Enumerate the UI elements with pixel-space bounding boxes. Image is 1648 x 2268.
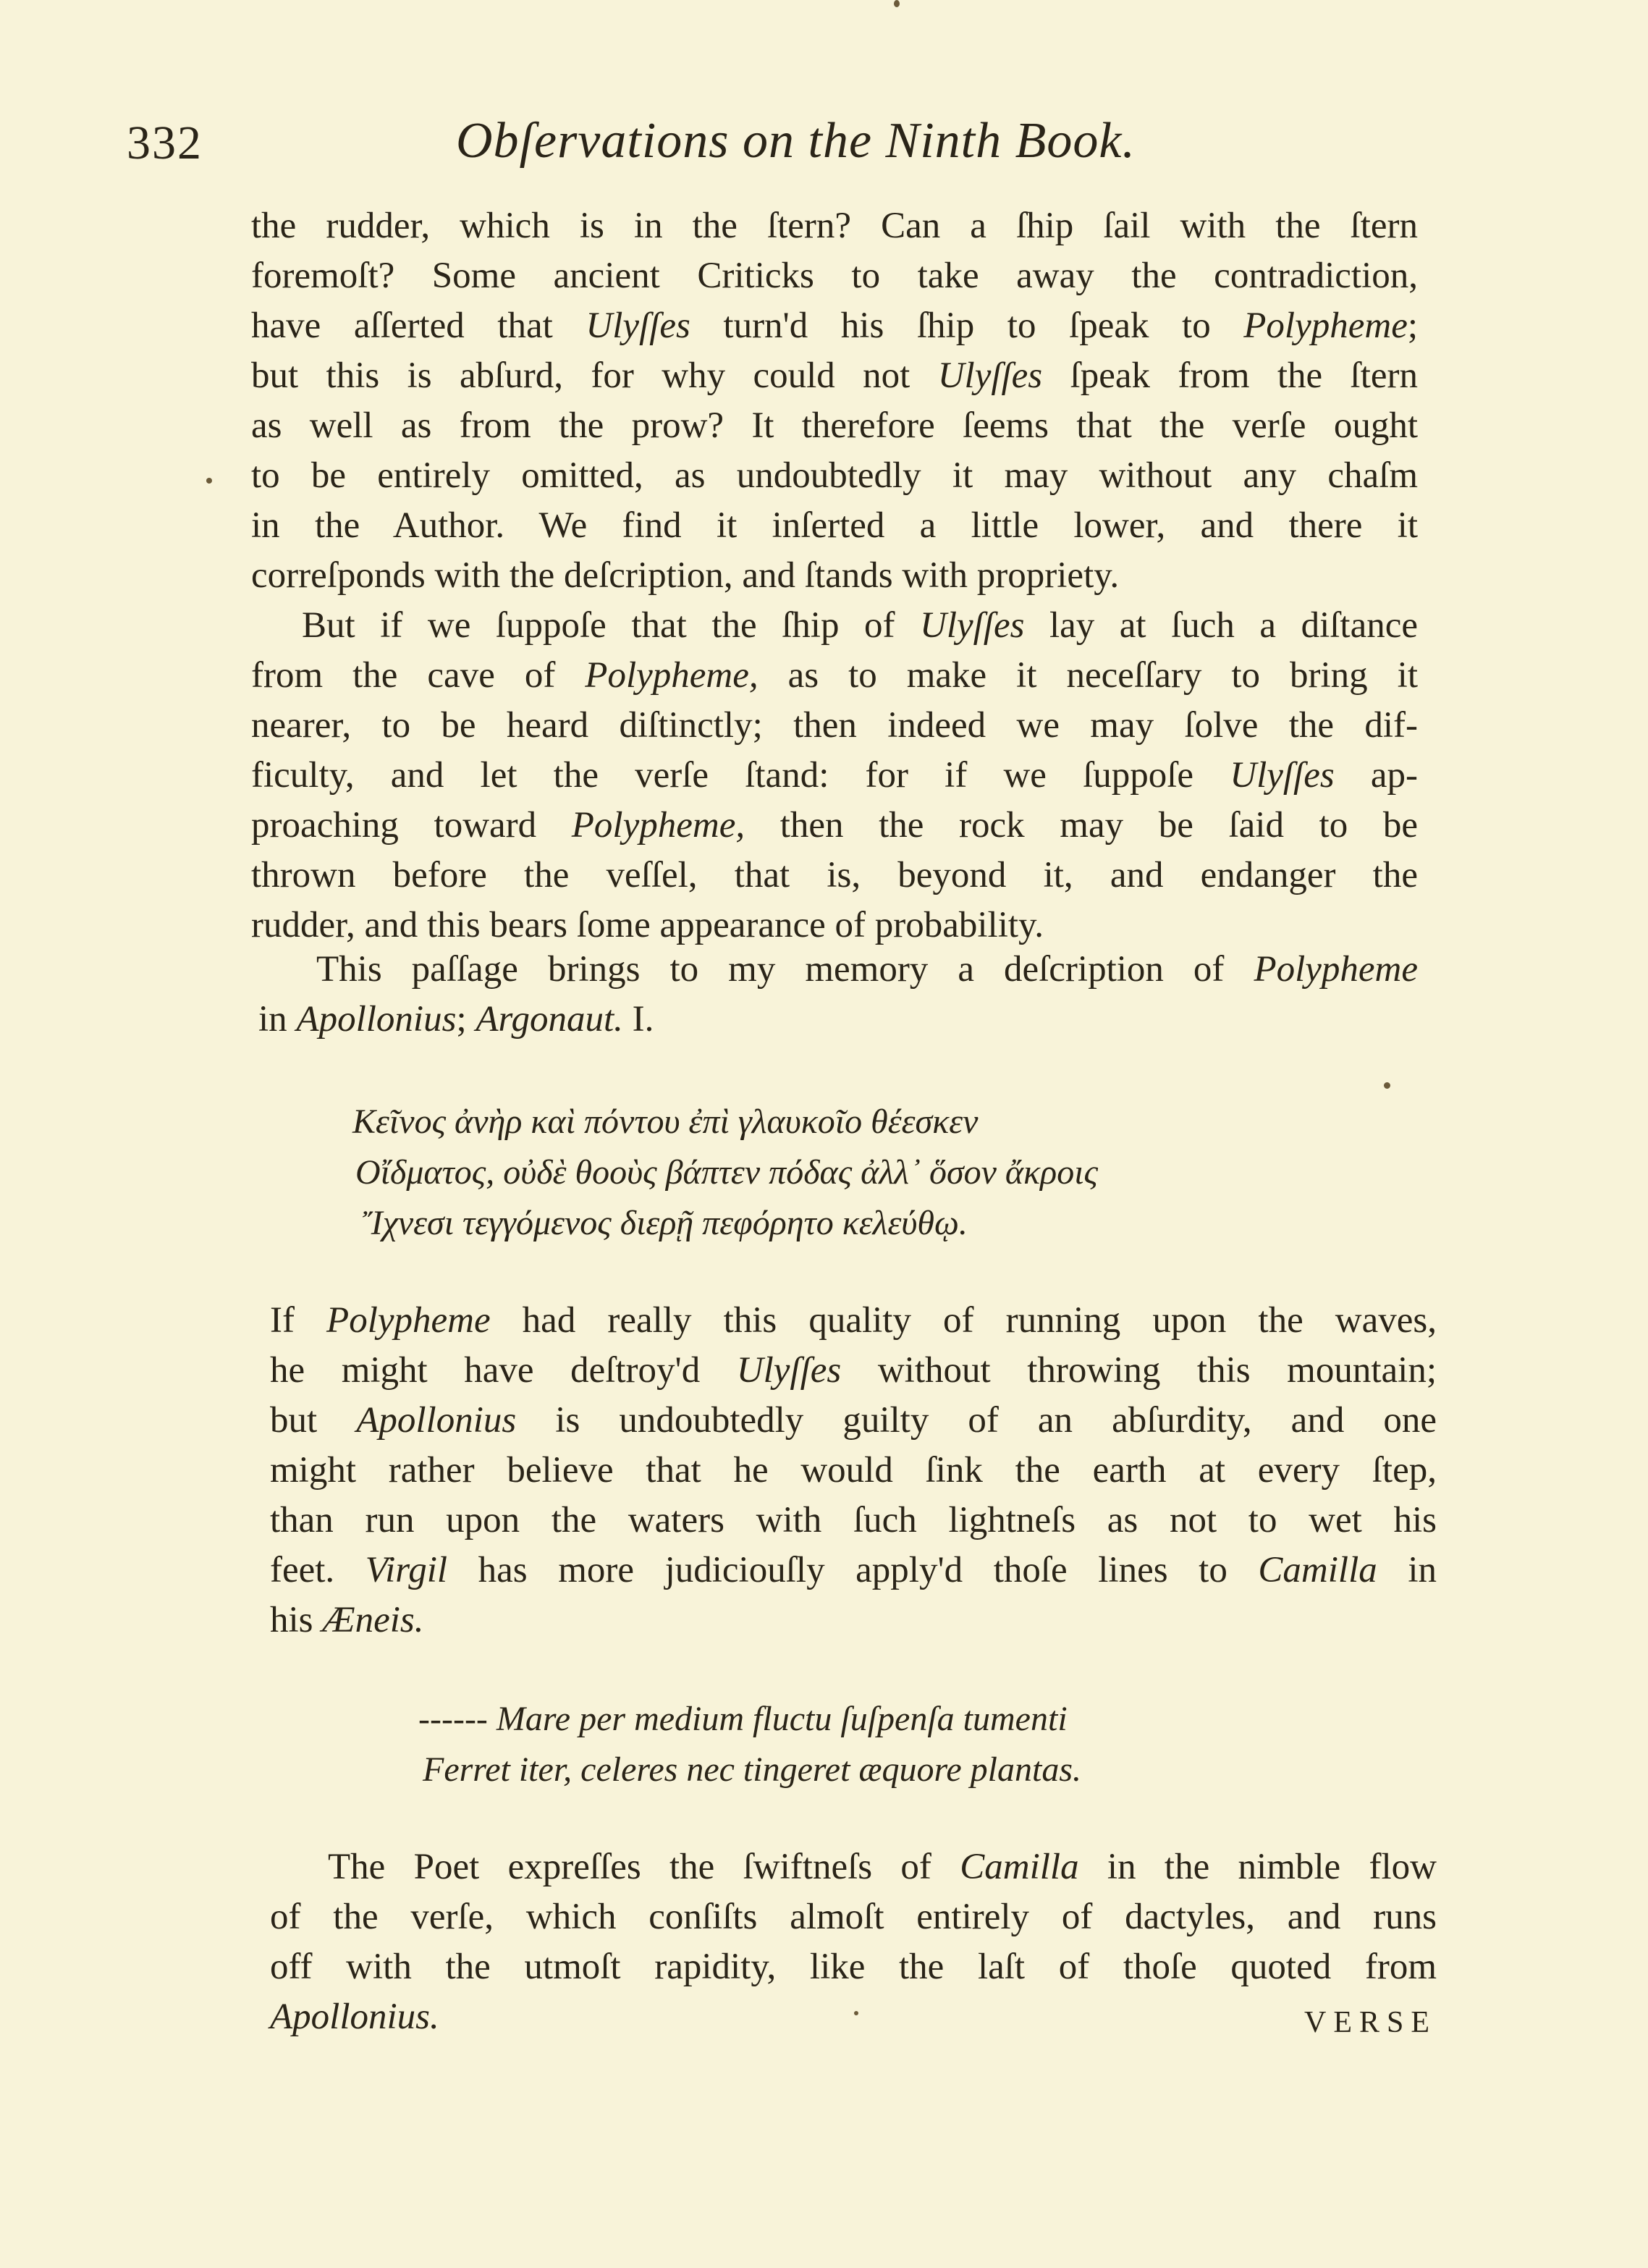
text-line: foremoſt? Some ancient Criticks to take away the contradiction,	[251, 256, 1418, 296]
text-line: have aſſerted that Ulyſſes turn'd his ſhip to ſpeak to Polypheme;	[251, 305, 1418, 346]
latin-line: Ferret iter, celeres nec tingeret æquore plantas.	[423, 1750, 1082, 1789]
text-line: he might have deſtroy'd Ulyſſes without throwing this mountain;	[270, 1350, 1437, 1391]
text-line: in Apollonius; Argonaut. I.	[258, 999, 654, 1040]
text-line: ficulty, and let the verſe ſtand: for if we ſuppoſe Ulyſſes ap-	[251, 755, 1418, 796]
text-line: than run upon the waters with ſuch lightneſs as not to wet his	[270, 1500, 1437, 1540]
text-line: as well as from the prow? It therefore ſeems that the verſe ought	[251, 405, 1418, 446]
text-line: in the Author. We find it inſerted a little lower, and there it	[251, 505, 1418, 546]
running-title: Obſervations on the Ninth Book.	[456, 113, 1136, 169]
greek-line: Οἴδματος, οὐδὲ θοοὺς βάπτεν πόδας ἀλλ᾽ ὅσον ἄκροις	[355, 1153, 1098, 1192]
greek-quotation	[352, 1097, 1098, 1249]
page-number: 332	[127, 117, 203, 169]
ink-speck	[854, 2011, 858, 2015]
text-line: off with the utmoſt rapidity, like the laſt of thoſe quoted from	[270, 1947, 1437, 1987]
paragraph-4	[270, 1296, 1437, 1645]
ink-speck	[206, 478, 212, 484]
text-line: But if we ſuppoſe that the ſhip of Ulyſſes lay at ſuch a diſtance	[302, 605, 1418, 646]
text-line: of the verſe, which conſiſts almoſt entirely of dactyles, and runs	[270, 1897, 1437, 1937]
greek-line: Ἴχνεσι τεγγόμενος διερῇ πεφόρητο κελεύθῳ.	[363, 1204, 968, 1242]
paragraph-1	[251, 201, 1418, 601]
catchword: VERSE	[1303, 2006, 1437, 2039]
text-line: but this is abſurd, for why could not Ulyſſes ſpeak from the ſtern	[251, 355, 1418, 396]
latin-quotation	[418, 1694, 1081, 1795]
text-line: feet. Virgil has more judiciouſly apply'd thoſe lines to Camilla in	[270, 1550, 1437, 1590]
text-line: correſponds with the deſcription, and ſtands with propriety.	[251, 555, 1120, 596]
text-line: rudder, and this bears ſome appearance of probability.	[251, 905, 1044, 945]
latin-line: ------ Mare per medium fluctu ſuſpenſa tumenti	[418, 1700, 1068, 1738]
text-line: from the cave of Polypheme, as to make it neceſſary to bring it	[251, 655, 1418, 696]
text-line: might rather believe that he would ſink the earth at every ſtep,	[270, 1450, 1437, 1491]
text-line: proaching toward Polypheme, then the rock may be ſaid to be	[251, 805, 1418, 846]
text-line: The Poet expreſſes the ſwiftneſs of Camilla in the nimble flow	[328, 1847, 1437, 1887]
ink-speck	[1384, 1082, 1390, 1089]
greek-line: Κεῖνος ἀνὴρ καὶ πόντου ἐπὶ γλαυκοῖο θέεσκεν	[352, 1103, 979, 1141]
paragraph-5	[270, 1842, 1437, 2042]
text-line: If Polypheme had really this quality of running upon the waves,	[270, 1300, 1437, 1341]
text-line: nearer, to be heard diſtinctly; then indeed we may ſolve the dif-	[251, 705, 1418, 746]
ink-speck	[894, 0, 900, 7]
text-line: thrown before the veſſel, that is, beyond it, and endanger the	[251, 855, 1418, 895]
text-line: the rudder, which is in the ſtern? Can a ſhip ſail with the ſtern	[251, 206, 1418, 246]
text-line: his Æneis.	[270, 1600, 424, 1640]
text-line: to be entirely omitted, as undoubtedly it may without any chaſm	[251, 455, 1418, 496]
text-line: This paſſage brings to my memory a deſcription of Polypheme	[316, 949, 1418, 990]
text-line: but Apollonius is undoubtedly guilty of an abſurdity, and one	[270, 1400, 1437, 1441]
text-line: Apollonius.	[270, 1997, 439, 2037]
paragraph-3	[258, 945, 1418, 1045]
paragraph-2	[251, 601, 1418, 950]
